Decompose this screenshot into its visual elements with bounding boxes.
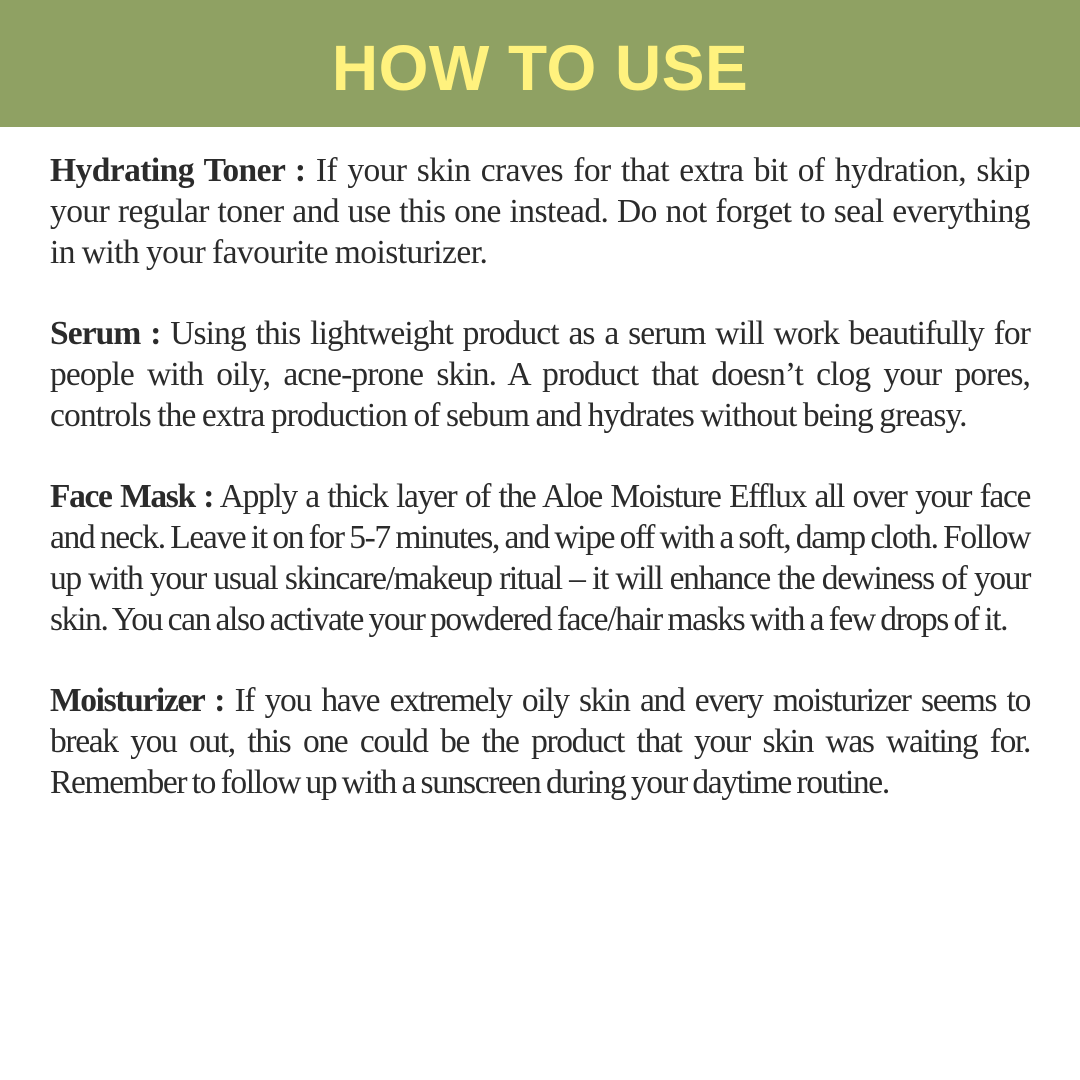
section-label: Serum :	[50, 315, 161, 352]
section-label: Hydrating Toner :	[50, 152, 306, 189]
section-label: Face Mask :	[50, 478, 214, 515]
page-title: HOW TO USE	[331, 31, 749, 104]
section-serum	[50, 313, 1030, 436]
header-band	[0, 0, 1080, 127]
section-face-mask	[50, 476, 1030, 640]
section-label: Moisturizer :	[50, 682, 225, 719]
section-hydrating-toner	[50, 150, 1030, 273]
instructions-content	[50, 150, 1030, 843]
section-text: If you have extremely oily skin and every moisturizer seems to break you out, this one could be the product that your skin was waiting for. Remember to follow up with a sunscreen during your daytime routine.	[50, 682, 1030, 801]
section-text: Using this lightweight product as a serum will work beautifully for people with oily, acne-prone skin. A product that doesn’t clog your pores, controls the extra production of sebum and hydrates without being greasy.	[50, 315, 1030, 434]
section-text: Apply a thick layer of the Aloe Moisture Efflux all over your face and neck. Leave it on for 5-7 minutes, and wipe off with a soft, damp cloth. Follow up with your usual skincare/makeup ritual – it will enhance the dewiness of your skin. You can also activate your powdered face/hair masks with a few drops of it.	[50, 478, 1030, 638]
section-moisturizer	[50, 680, 1030, 803]
section-text: If your skin craves for that extra bit of hydration, skip your regular toner and use this one instead. Do not forget to seal everything in with your favourite moisturizer.	[50, 152, 1030, 271]
